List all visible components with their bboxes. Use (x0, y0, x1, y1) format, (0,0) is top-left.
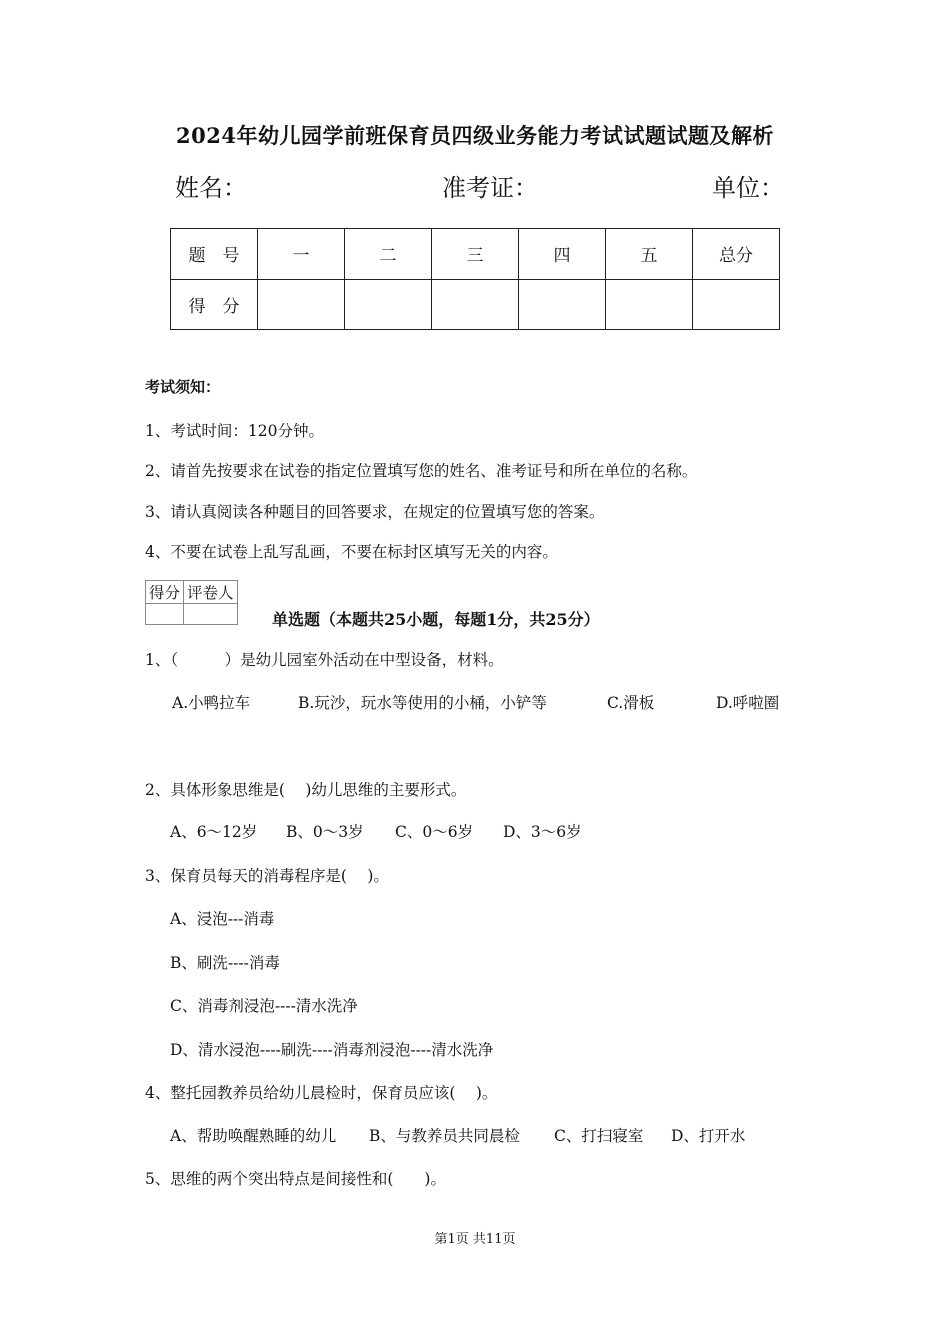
score-table-header-row (171, 229, 780, 280)
header-cell: 二 (345, 229, 432, 280)
grader-box (145, 580, 238, 625)
grader-name-cell (184, 604, 238, 625)
exam-id-field-label: 准考证： (442, 174, 538, 202)
page-title: 2024年幼儿园学前班保育员四级业务能力考试试题试题及解析 (176, 123, 774, 148)
grader-name-label: 评卷人 (184, 581, 238, 604)
notice-heading: 考试须知： (145, 378, 221, 396)
question-option: C、0～6岁 (395, 823, 474, 841)
header-cell: 总分 (693, 229, 780, 280)
question-option: D、打开水 (671, 1127, 746, 1145)
header-cell: 五 (606, 229, 693, 280)
question-option: B、与教养员共同晨检 (369, 1127, 520, 1145)
header-cell: 题 号 (171, 229, 258, 280)
page-footer: 第1页 共11页 (434, 1232, 516, 1247)
header-cell: 一 (258, 229, 345, 280)
score-cell (258, 279, 345, 330)
score-cell (345, 279, 432, 330)
notice-item: 4、不要在试卷上乱写乱画，不要在标封区填写无关的内容。 (145, 543, 558, 561)
score-cell (519, 279, 606, 330)
question-option: D、3～6岁 (503, 823, 582, 841)
question-option: A.小鸭拉车 (172, 694, 251, 712)
question-option: B.玩沙，玩水等使用的小桶，小铲等 (298, 694, 547, 712)
question-option: C、消毒剂浸泡----清水洗净 (170, 997, 358, 1015)
question-option: D.呼啦圈 (716, 694, 780, 712)
question-stem: 3、保育员每天的消毒程序是( )。 (145, 867, 389, 885)
row-label-cell: 得 分 (171, 279, 258, 330)
question-option: D、清水浸泡----刷洗----消毒剂浸泡----清水洗净 (170, 1041, 494, 1059)
notice-item: 3、请认真阅读各种题目的回答要求，在规定的位置填写您的答案。 (145, 503, 605, 521)
score-cell (606, 279, 693, 330)
section-title: 单选题（本题共25小题，每题1分，共25分） (272, 610, 600, 629)
question-stem: 2、具体形象思维是( )幼儿思维的主要形式。 (145, 781, 467, 799)
question-option: A、6～12岁 (170, 823, 258, 841)
question-option: A、帮助唤醒熟睡的幼儿 (170, 1127, 337, 1145)
question-option: A、浸泡---消毒 (170, 910, 275, 928)
question-stem: 1、（ ）是幼儿园室外活动在中型设备，材料。 (145, 651, 504, 669)
notice-item: 2、请首先按要求在试卷的指定位置填写您的姓名、准考证号和所在单位的名称。 (145, 462, 698, 480)
score-table-score-row (171, 279, 780, 330)
score-cell (432, 279, 519, 330)
notice-item: 1、考试时间：120分钟。 (145, 422, 324, 440)
question-option: B、刷洗----消毒 (170, 954, 280, 972)
question-option: B、0～3岁 (286, 823, 364, 841)
question-stem: 5、思维的两个突出特点是间接性和( )。 (145, 1170, 446, 1188)
name-field-label: 姓名： (175, 174, 247, 202)
grader-score-label: 得分 (146, 581, 184, 604)
header-cell: 四 (519, 229, 606, 280)
grader-score-cell (146, 604, 184, 625)
score-cell (693, 279, 780, 330)
unit-field-label: 单位： (712, 174, 784, 202)
question-stem: 4、整托园教养员给幼儿晨检时，保育员应该( )。 (145, 1084, 498, 1102)
question-option: C.滑板 (607, 694, 655, 712)
score-table (170, 228, 780, 330)
header-cell: 三 (432, 229, 519, 280)
question-option: C、打扫寝室 (554, 1127, 644, 1145)
